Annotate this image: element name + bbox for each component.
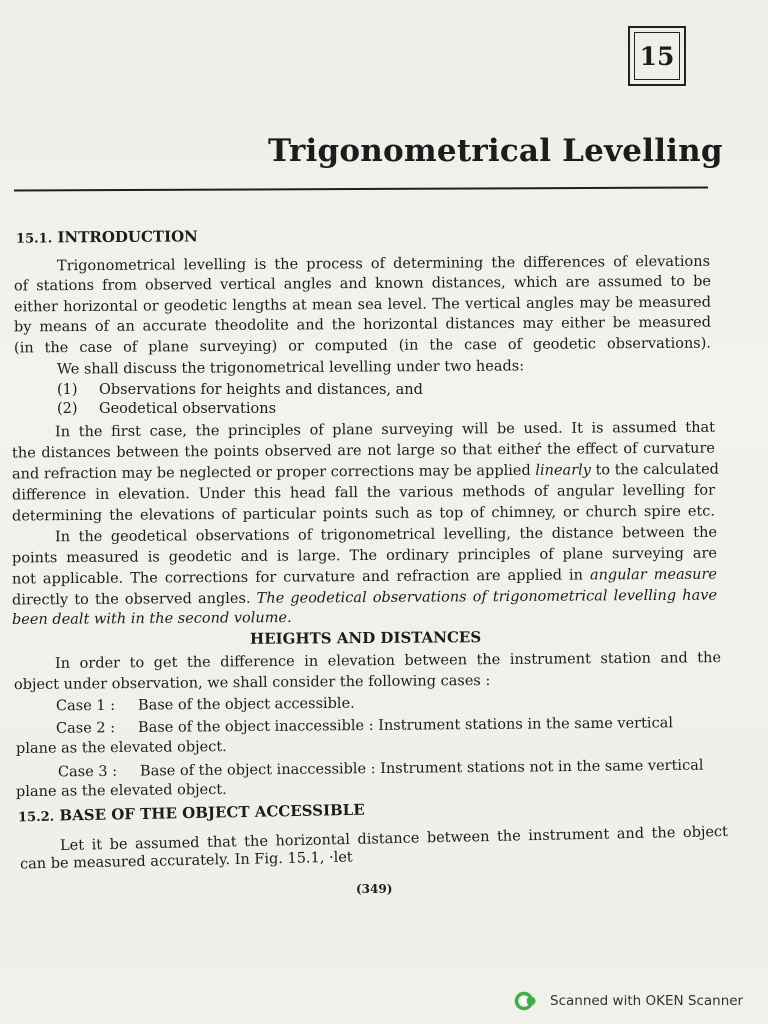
list-number: (1) [57,382,78,398]
page-number: (349) [356,882,393,896]
paragraph-line: the distances between the points observed are not large so that eitheŕ the effect of curvature [11,440,716,462]
oken-scanner-logo-icon [514,991,540,1011]
section-heading-15-1 [16,229,198,245]
section-number: 15.2. [17,809,55,826]
text-run: not applicable. The corrections for curvature and refraction are applied in [11,567,583,588]
paragraph-line: of stations from observed vertical angles and known distances, which are assumed to be [13,273,712,295]
paragraph-line [12,611,292,627]
chapter-number-box [628,26,686,86]
title-divider [14,186,708,191]
emphasis: angular measure [589,566,718,584]
emphasis: linearly [535,462,592,479]
paragraph-line: object under observation, we shall consider the following cases : [13,672,491,694]
paragraph-line [12,568,717,587]
case-label: Case 3 : [57,763,118,781]
paragraph-line: Trigonometrical levelling is the process of determining the differences of elevations [56,253,711,275]
scanner-watermark-text: Scanned with OKEN Scanner [550,993,744,1009]
list-text: Observations for heights and distances, and [99,382,423,398]
text-run: directly to the observed angles. [11,590,251,609]
section-title: INTRODUCTION [57,227,198,247]
paragraph-line: In the first case, the principles of plane surveying will be used. It is assumed that [54,419,716,441]
emphasis: The geodetical observations of trigonometrical levelling have [256,587,718,607]
case-text: Base of the object inaccessible : Instrument stations not in the same vertical [139,757,704,780]
text-run: to the calculated [595,461,719,479]
scanner-watermark [514,990,743,1012]
paragraph-line: (in the case of plane surveying) or computed (in the case of geodetic observations). [13,335,712,357]
paragraph-line [12,589,717,608]
case-1 [56,697,355,714]
section-heading-15-2 [17,800,365,826]
emphasis: been dealt with in the second volume. [11,610,292,628]
paragraph-line: by means of an accurate theodolite and the horizontal distances may either be measured [13,314,712,336]
subheading-heights-distances: HEIGHTS AND DISTANCES [249,628,482,648]
paragraph-line: Let it be assumed that the horizontal distance between the instrument and the object [59,824,729,854]
list-item [57,383,423,398]
paragraph-line: determining the elevations of particular points such as top of chimney, or church spire etc. [11,503,716,525]
case-label: Case 1 : [55,697,116,715]
section-title: BASE OF THE OBJECT ACCESSIBLE [59,800,365,825]
paragraph-line [11,461,719,483]
paragraph-line: points measured is geodetic and is large. The ordinary principles of plane surveying are [11,545,718,567]
paragraph-line: either horizontal or geodetic lengths at mean sea level. The vertical angles may be measured [13,294,712,316]
list-number: (2) [57,401,78,417]
case-label: Case 2 : [55,720,116,737]
case-3-continued: plane as the elevated object. [15,781,227,801]
chapter-title: Trigonometrical Levelling [268,133,723,169]
list-text: Geodetical observations [99,401,277,417]
case-text: Base of the object accessible. [137,695,355,714]
text-run: and refraction may be neglected or proper corrections may be applied [11,462,531,483]
paragraph-line: We shall discuss the trigonometrical levelling under two heads: [56,358,525,378]
paragraph-line: In the geodetical observations of trigonometrical levelling, the distance between the [54,524,718,546]
case-3 [58,759,704,780]
chapter-number: 15 [634,32,680,80]
section-number: 15.1. [15,231,53,247]
case-2-continued: plane as the elevated object. [15,739,227,757]
list-item [57,402,276,417]
paragraph-line: difference in elevation. Under this head fall the various methods of angular levelling for [11,482,716,504]
paragraph-line: In order to get the difference in elevation between the instrument station and the [54,650,722,672]
paragraph-line: can be measured accurately. In Fig. 15.1, ·let [19,849,353,873]
case-2 [56,716,673,736]
case-text: Base of the object inaccessible : Instrument stations in the same vertical [137,715,674,736]
